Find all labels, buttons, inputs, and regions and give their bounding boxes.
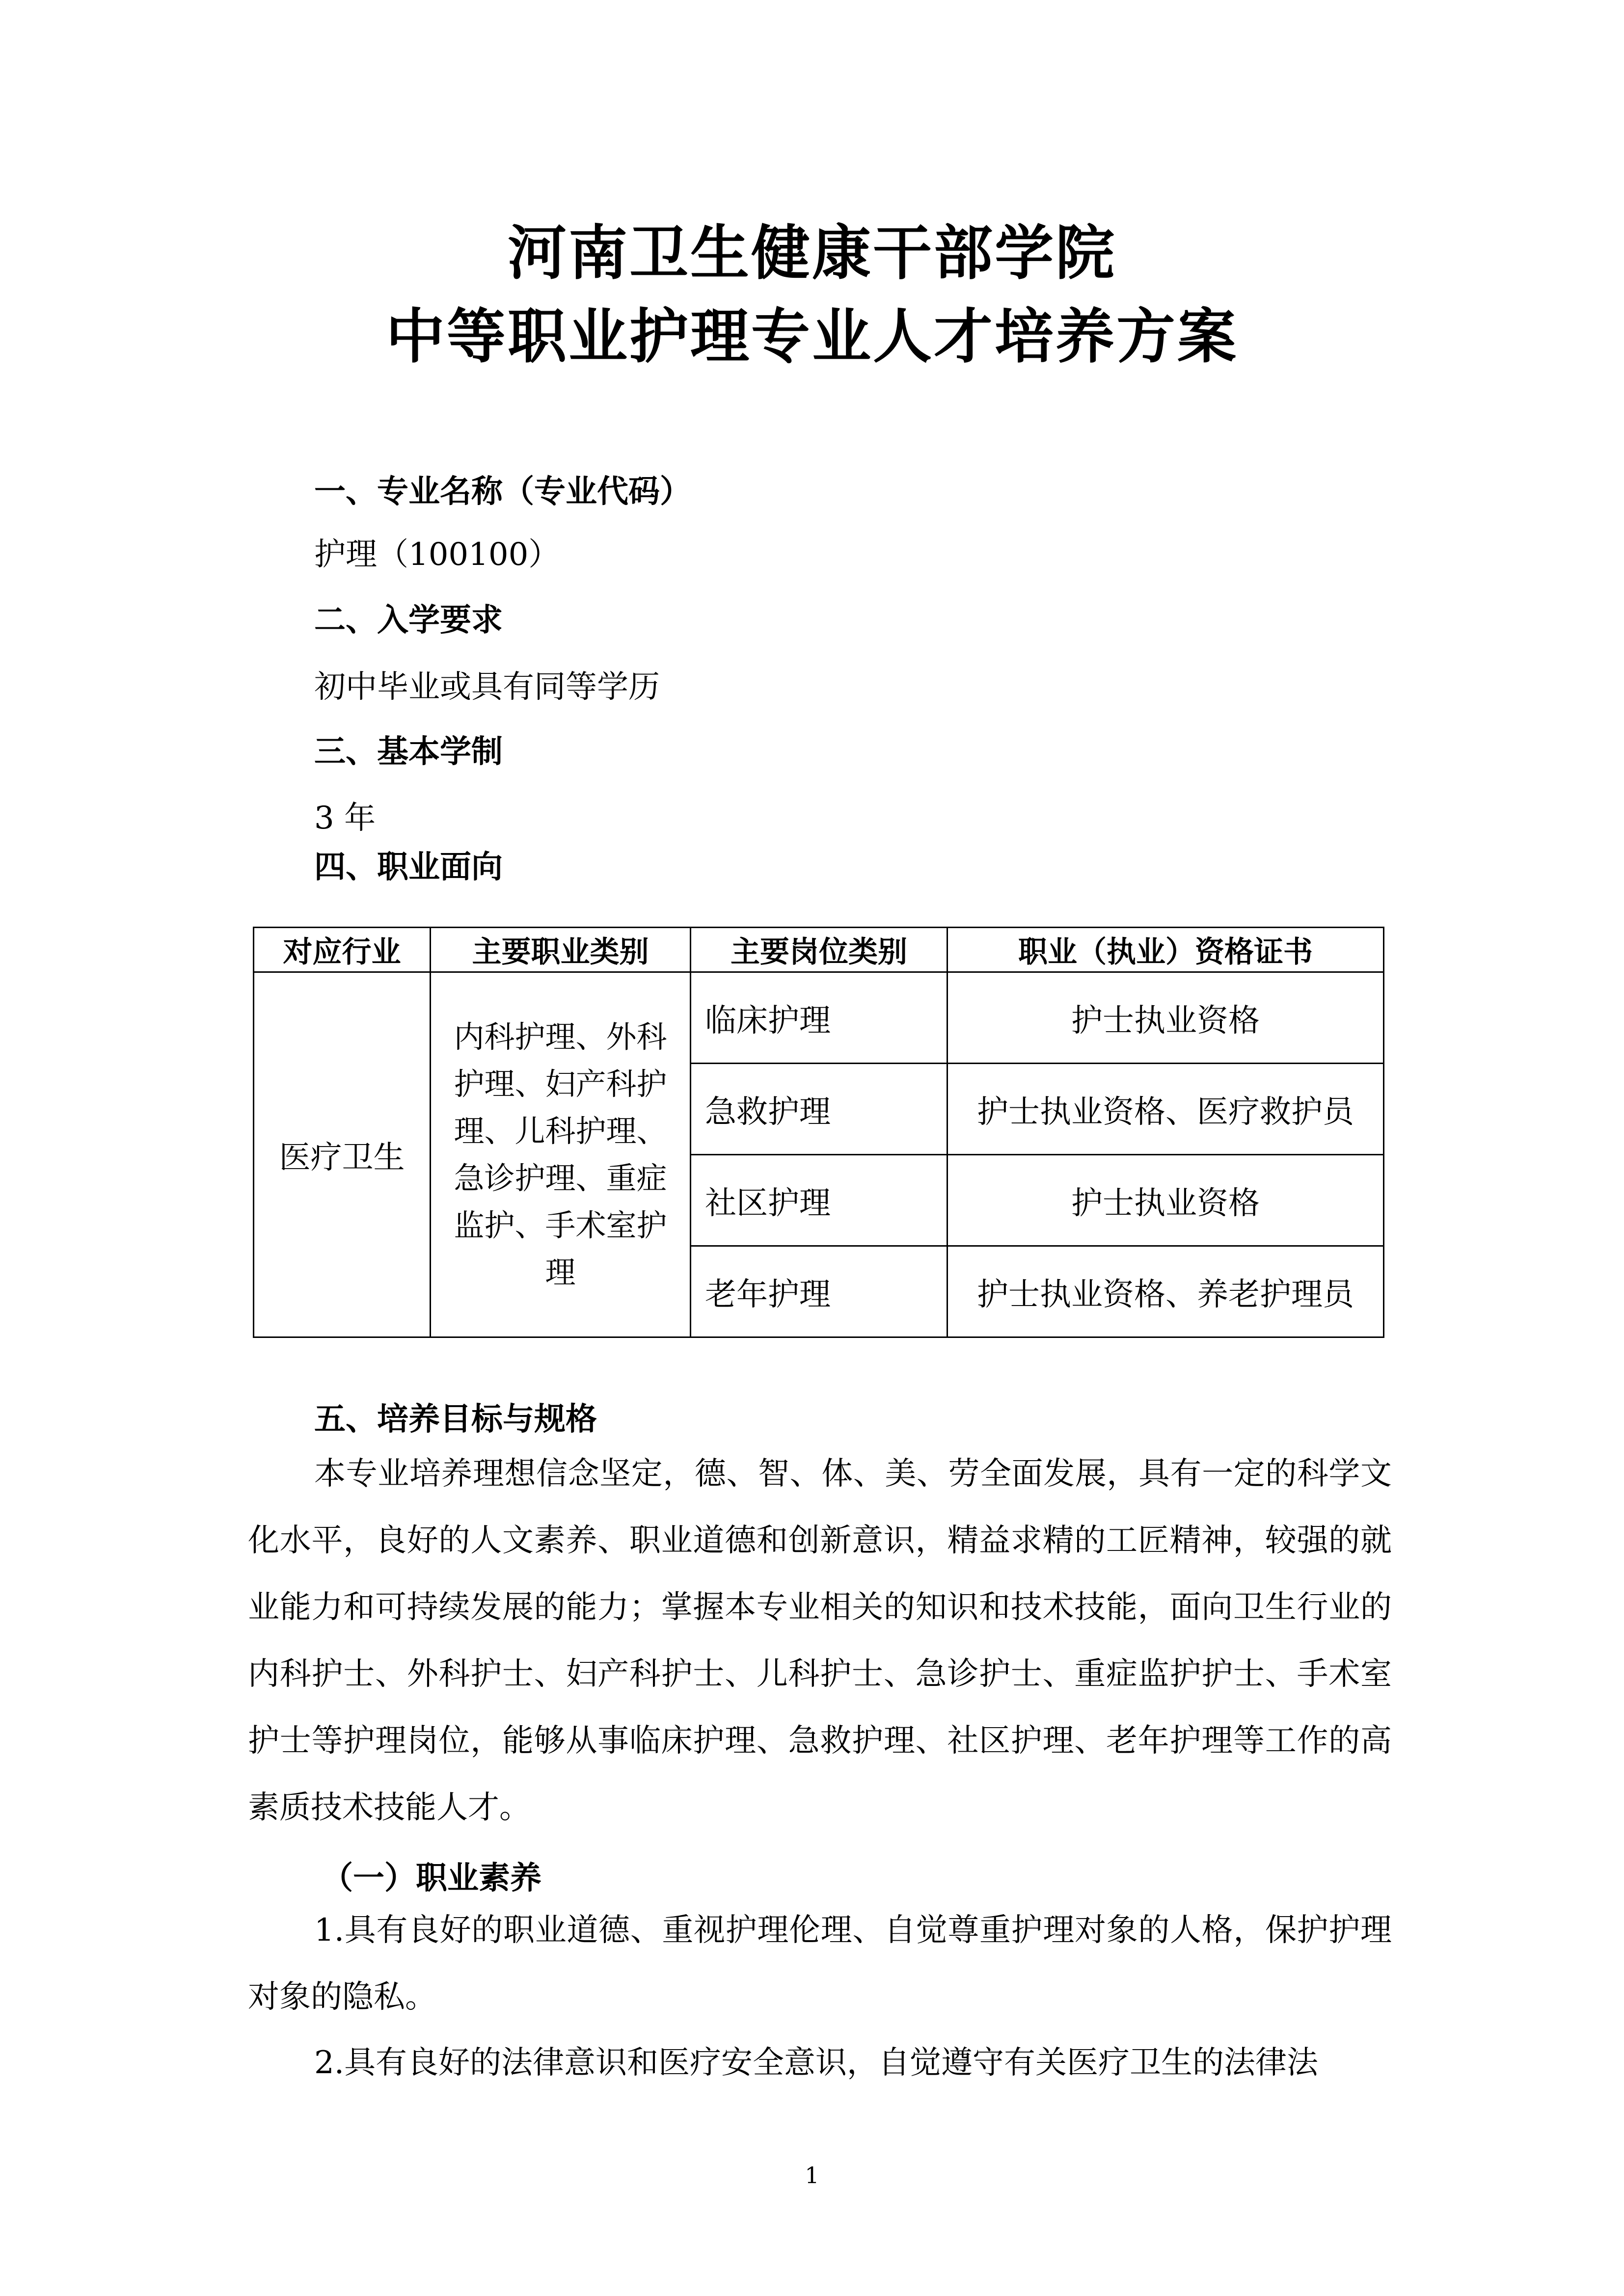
section-heading-admission: 二、入学要求 xyxy=(314,602,503,639)
post-cell: 急救护理 xyxy=(691,1064,947,1155)
cert-cell: 护士执业资格 xyxy=(947,972,1384,1064)
duration-text: 3 年 xyxy=(314,800,376,836)
section-heading-major-name: 一、专业名称（专业代码） xyxy=(314,474,691,510)
objectives-paragraph: 本专业培养理想信念坚定，德、智、体、美、劳全面发展，具有一定的科学文化水平，良好的人文素养、职业道德和创新意识，精益求精的工匠精神，较强的就业能力和可持续发展的能力；掌握本专业相关的知识和技术技能，面向卫生行业的内科护士、外科护士、妇产科护士、儿科护士、急诊护士、重症监护护士、手术室护士等护理岗位，能够从事临床护理、急救护理、社区护理、老年护理等工作的高素质技术技能人才。 xyxy=(248,1456,1392,1826)
subsection-heading-professional-quality: （一）职业素养 xyxy=(322,1860,541,1896)
list-item: 1.具有良好的职业道德、重视护理伦理、自觉尊重护理对象的人格，保护护理对象的隐私。 xyxy=(248,1912,1392,2015)
section-heading-career: 四、职业面向 xyxy=(314,849,503,885)
career-table xyxy=(253,927,1384,1338)
section-heading-duration: 三、基本学制 xyxy=(314,734,503,770)
major-name-text: 护理（100100） xyxy=(314,536,560,573)
admission-text: 初中毕业或具有同等学历 xyxy=(314,669,660,705)
table-header-cell: 职业（执业）资格证书 xyxy=(947,928,1384,972)
industry-cell: 医疗卫生 xyxy=(254,972,431,1337)
section-heading-objectives: 五、培养目标与规格 xyxy=(314,1401,597,1438)
post-cell: 社区护理 xyxy=(691,1155,947,1246)
document-title-line2: 中等职业护理专业人才培养方案 xyxy=(386,303,1238,371)
cert-cell: 护士执业资格、医疗救护员 xyxy=(947,1064,1384,1155)
post-cell: 老年护理 xyxy=(691,1246,947,1337)
occupation-type-cell: 内科护理、外科护理、妇产科护理、儿科护理、急诊护理、重症监护、手术室护理 xyxy=(431,972,691,1337)
cert-cell: 护士执业资格 xyxy=(947,1155,1384,1246)
table-header-cell: 主要岗位类别 xyxy=(691,928,947,972)
list-item: 2.具有良好的法律意识和医疗安全意识，自觉遵守有关医疗卫生的法律法 xyxy=(314,2045,1319,2081)
page-number: 1 xyxy=(805,2162,819,2189)
table-header-cell: 主要职业类别 xyxy=(431,928,691,972)
table-header-row xyxy=(254,928,1384,972)
cert-cell: 护士执业资格、养老护理员 xyxy=(947,1246,1384,1337)
table-header-cell: 对应行业 xyxy=(254,928,431,972)
document-title-line1: 河南卫生健康干部学院 xyxy=(508,219,1116,288)
post-cell: 临床护理 xyxy=(691,972,947,1064)
table-row xyxy=(254,972,1384,1064)
